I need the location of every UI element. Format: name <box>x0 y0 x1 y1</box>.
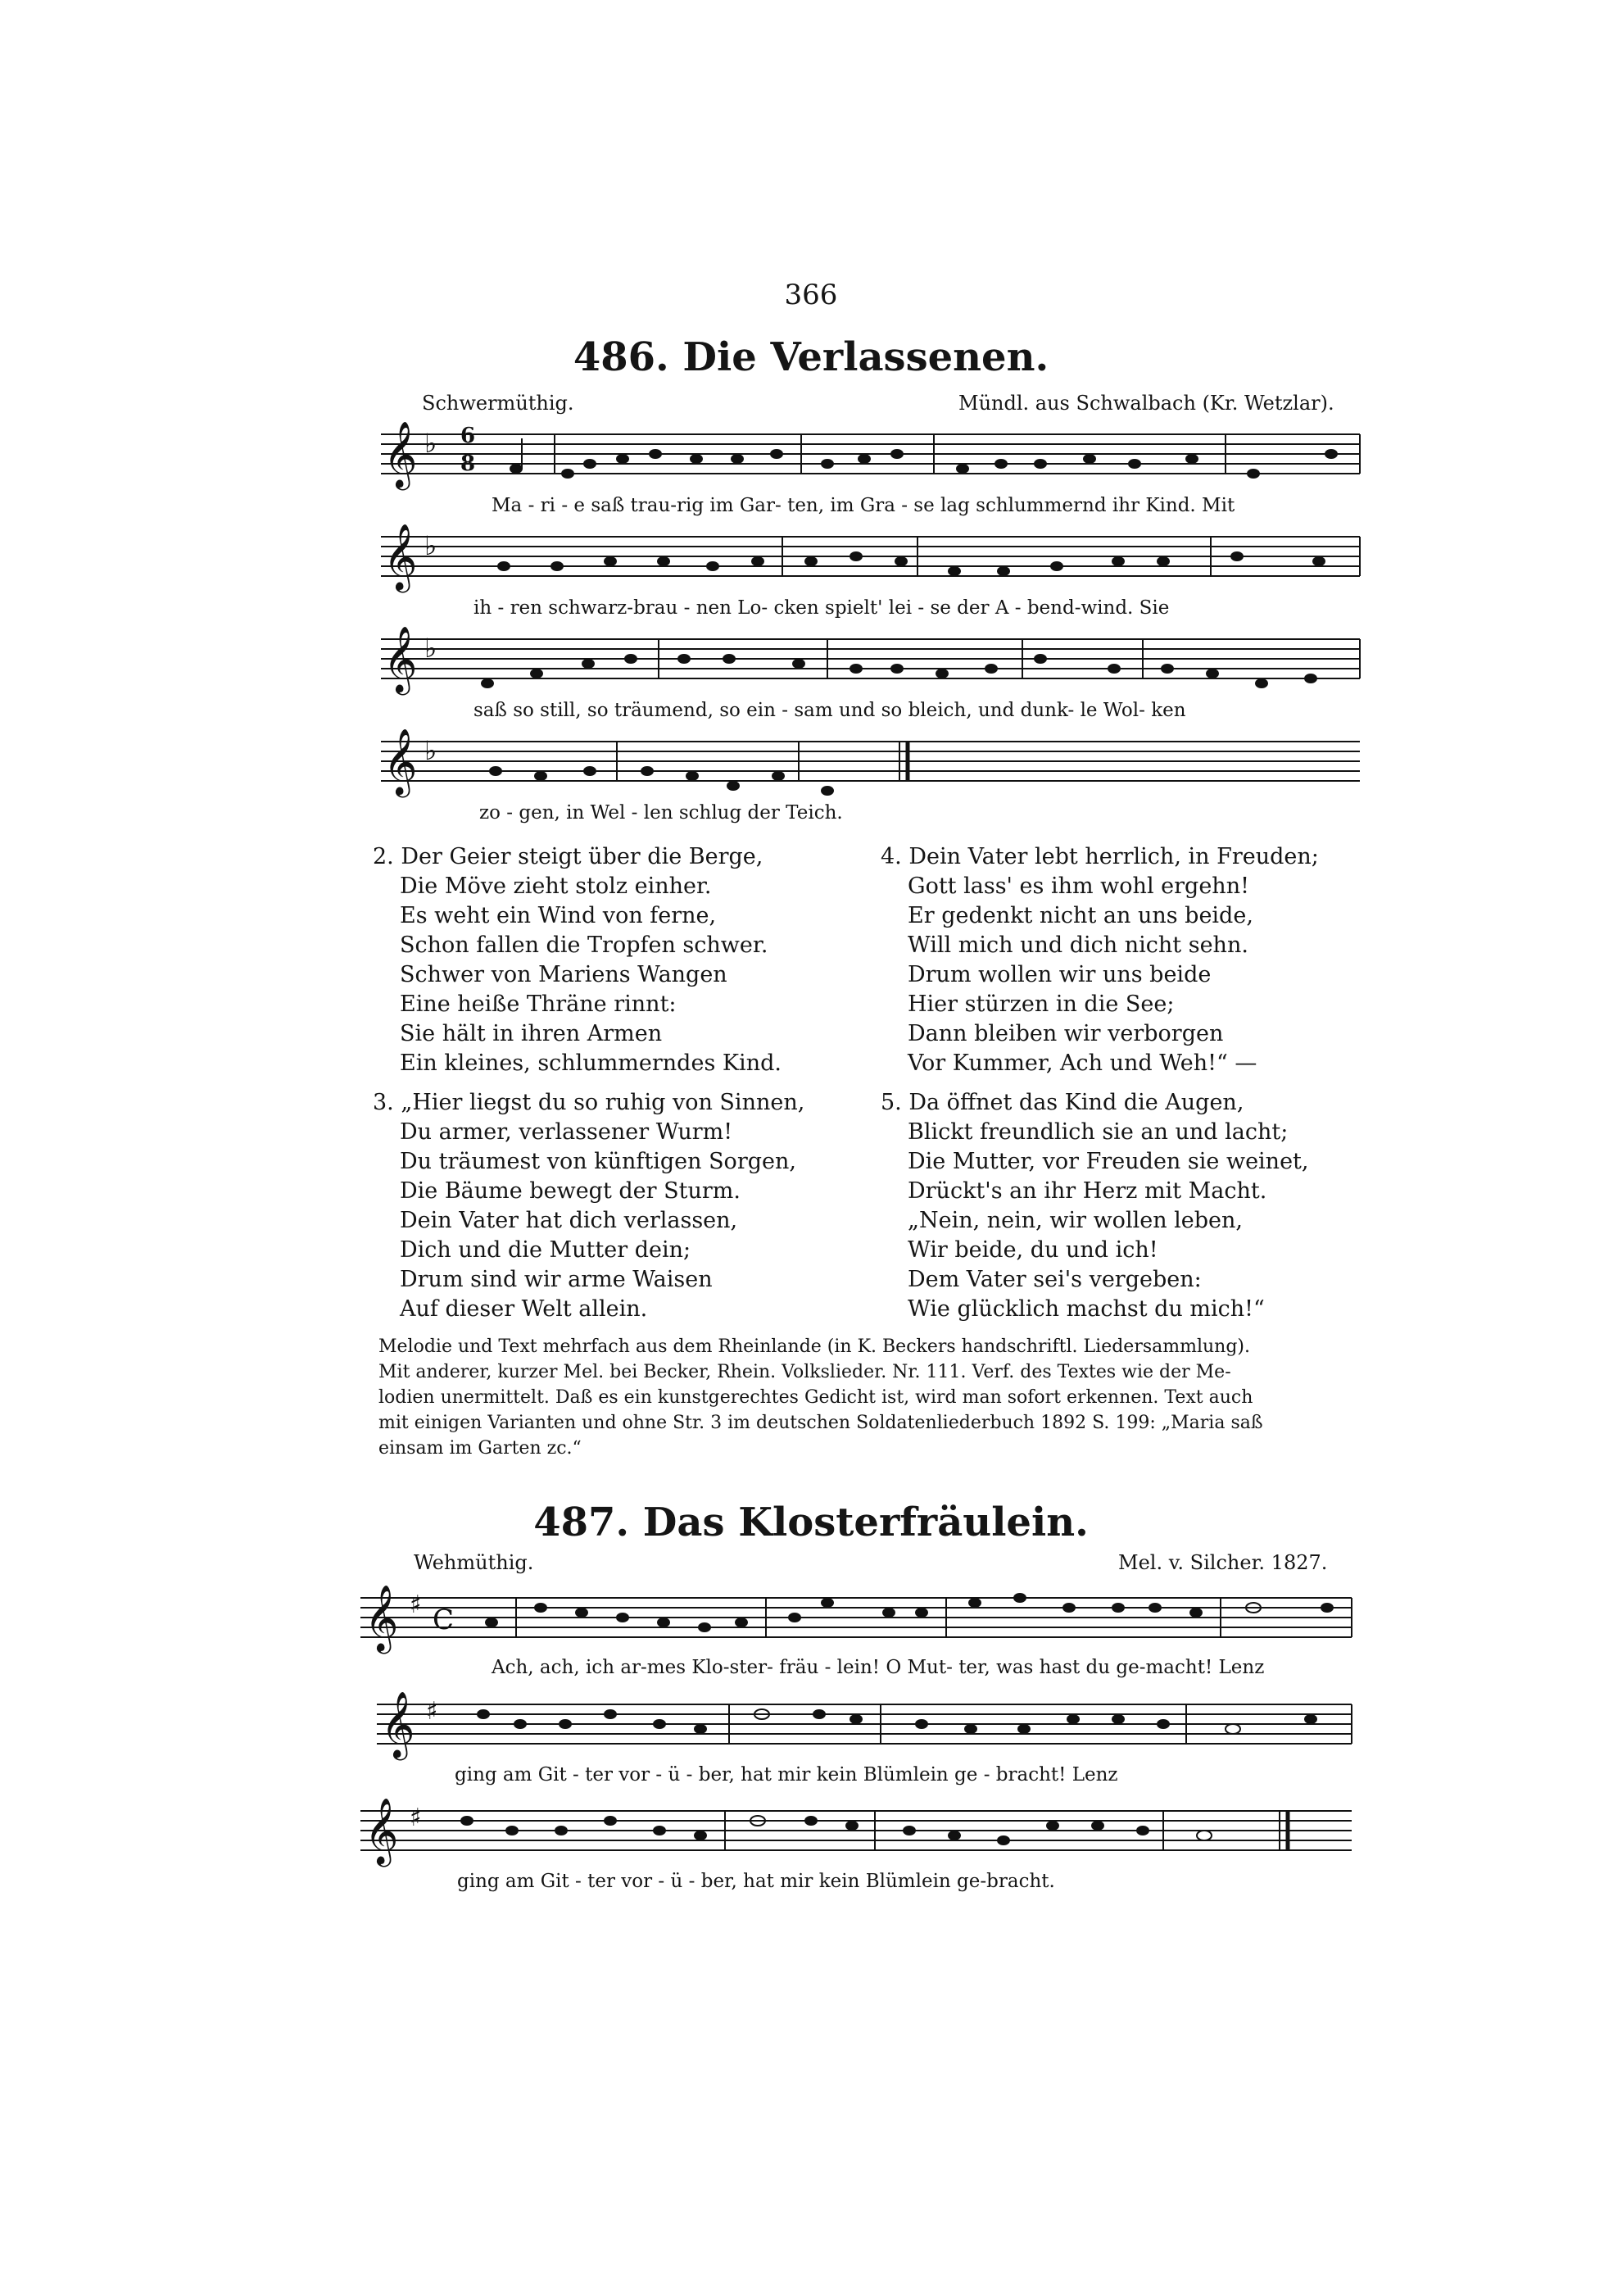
note-line: lodien unermittelt. Daß es ein kunstgerechtes Gedicht ist, wird man sofort erkennen. Text auch <box>378 1387 1253 1408</box>
verse-line: Vor Kummer, Ach und Weh!“ — <box>908 1050 1257 1076</box>
verse-line: Wie glücklich machst du mich!“ <box>908 1296 1265 1322</box>
verse-line: 5. Da öffnet das Kind die Augen, <box>881 1090 1244 1115</box>
svg-text:𝄞: 𝄞 <box>383 728 418 795</box>
lyrics-line-2: ih - ren schwarz-brau - nen Lo- cken spielt' lei - se der A - bend-wind. Sie <box>473 597 1170 619</box>
verse-line: Blickt freundlich sie an und lacht; <box>908 1119 1289 1145</box>
verse-line: Wir beide, du und ich! <box>908 1237 1158 1263</box>
lyrics-line-4: zo - gen, in Wel - len schlug der Teich. <box>479 802 843 824</box>
svg-text:♭: ♭ <box>424 633 437 664</box>
svg-text:C: C <box>433 1604 455 1636</box>
svg-text:6: 6 <box>460 424 476 448</box>
verse-line: Drum wollen wir uns beide <box>908 962 1212 987</box>
verse-line: 2. Der Geier steigt über die Berge, <box>373 844 763 869</box>
verse-line: Schon fallen die Tropfen schwer. <box>400 932 768 958</box>
verse-line: Dein Vater hat dich verlassen, <box>400 1208 738 1233</box>
verse-line: Gott lass' es ihm wohl ergehn! <box>908 873 1249 899</box>
verse-line: Auf dieser Welt allein. <box>400 1296 648 1322</box>
page-number: 366 <box>784 279 838 311</box>
verse-number: 5. <box>881 1090 902 1115</box>
svg-text:𝄞: 𝄞 <box>383 625 418 692</box>
verse-line: Er gedenkt nicht an uns beide, <box>908 903 1253 928</box>
svg-text:♯: ♯ <box>426 1697 438 1726</box>
note-line: mit einigen Varianten und ohne Str. 3 im deutschen Soldatenliederbuch 1892 S. 199: „Maria saß <box>378 1413 1263 1433</box>
svg-text:♭: ♭ <box>424 428 437 459</box>
verse-line: Hier stürzen in die See; <box>908 991 1175 1017</box>
lyrics-line-6: ging am Git - ter vor - ü - ber, hat mir kein Blümlein ge - bracht! Lenz <box>455 1764 1118 1786</box>
verse-line: Du träumest von künftigen Sorgen, <box>400 1149 796 1174</box>
svg-text:♯: ♯ <box>410 1804 422 1832</box>
note-line: Mit anderer, kurzer Mel. bei Becker, Rhein. Volkslieder. Nr. 111. Verf. des Textes wie der Me- <box>378 1362 1231 1382</box>
verse-line: Will mich und dich nicht sehn. <box>908 932 1248 958</box>
lyrics-line-5: Ach, ach, ich ar-mes Klo-ster- fräu - lein! O Mut- ter, was hast du ge-macht! Lenz <box>492 1657 1265 1678</box>
lyrics-line-7: ging am Git - ter vor - ü - ber, hat mir kein Blümlein ge-bracht. <box>457 1871 1055 1892</box>
verse-line: Ein kleines, schlummerndes Kind. <box>400 1050 782 1076</box>
source-note-487: Mel. v. Silcher. 1827. <box>1118 1551 1328 1574</box>
verse-line: Schwer von Mariens Wangen <box>400 962 727 987</box>
svg-text:𝄞: 𝄞 <box>383 523 418 590</box>
source-note-486: Mündl. aus Schwalbach (Kr. Wetzlar). <box>958 392 1334 415</box>
notes-staff-6 <box>478 1709 1316 1734</box>
note-line: einsam im Garten zc.“ <box>378 1438 582 1459</box>
verse-line: Dem Vater sei's vergeben: <box>908 1267 1202 1292</box>
svg-text:𝄞: 𝄞 <box>381 1690 415 1758</box>
lyrics-line-1: Ma - ri - e saß trau-rig im Gar- ten, im Gra - se lag schlummernd ihr Kind. Mit <box>492 495 1235 516</box>
verse-line: Eine heiße Thräne rinnt: <box>400 991 677 1017</box>
verse-line: Du armer, verlassener Wurm! <box>400 1119 733 1145</box>
notes-staff-5 <box>486 1594 1333 1631</box>
svg-text:♭: ♭ <box>424 530 437 561</box>
tempo-marking-487: Wehmüthig. <box>414 1551 534 1574</box>
verse-line: Die Möve zieht stolz einher. <box>400 873 712 899</box>
verse-line: Es weht ein Wind von ferne, <box>400 903 717 928</box>
svg-text:𝄞: 𝄞 <box>383 420 418 488</box>
staff-5 <box>360 1598 1352 1637</box>
verse-line: Die Bäume bewegt der Sturm. <box>400 1178 741 1204</box>
tempo-marking-486: Schwermüthig. <box>422 392 574 415</box>
note-line: Melodie und Text mehrfach aus dem Rheinlande (in K. Beckers handschriftl. Liedersammlung). <box>378 1336 1250 1357</box>
song-title-486: 486. Die Verlassenen. <box>573 334 1049 380</box>
verse-line: Dich und die Mutter dein; <box>400 1237 691 1263</box>
verse-line: „Nein, nein, wir wollen leben, <box>908 1208 1244 1233</box>
verse-line: Sie hält in ihren Armen <box>400 1021 663 1046</box>
verse-line: Drückt's an ihr Herz mit Macht. <box>908 1178 1267 1204</box>
verse-number: 3. <box>373 1090 394 1115</box>
song-title-487: 487. Das Klosterfräulein. <box>533 1500 1089 1545</box>
svg-text:𝄞: 𝄞 <box>365 1797 399 1864</box>
verse-line: 3. „Hier liegst du so ruhig von Sinnen, <box>373 1090 805 1115</box>
verse-line: Drum sind wir arme Waisen <box>400 1267 713 1292</box>
svg-text:𝄞: 𝄞 <box>365 1584 399 1651</box>
lyrics-line-3: saß so still, so träumend, so ein - sam und so bleich, und dunk- le Wol- ken <box>473 700 1186 721</box>
verse-line: Dann bleiben wir verborgen <box>908 1021 1224 1046</box>
verse-line: Die Mutter, vor Freuden sie weinet, <box>908 1149 1309 1174</box>
verse-number: 2. <box>373 844 394 869</box>
svg-text:8: 8 <box>460 451 476 476</box>
verse-line: 4. Dein Vater lebt herrlich, in Freuden; <box>881 844 1319 869</box>
verse-number: 4. <box>881 844 902 869</box>
svg-text:♯: ♯ <box>410 1590 422 1619</box>
svg-text:♭: ♭ <box>424 735 437 766</box>
